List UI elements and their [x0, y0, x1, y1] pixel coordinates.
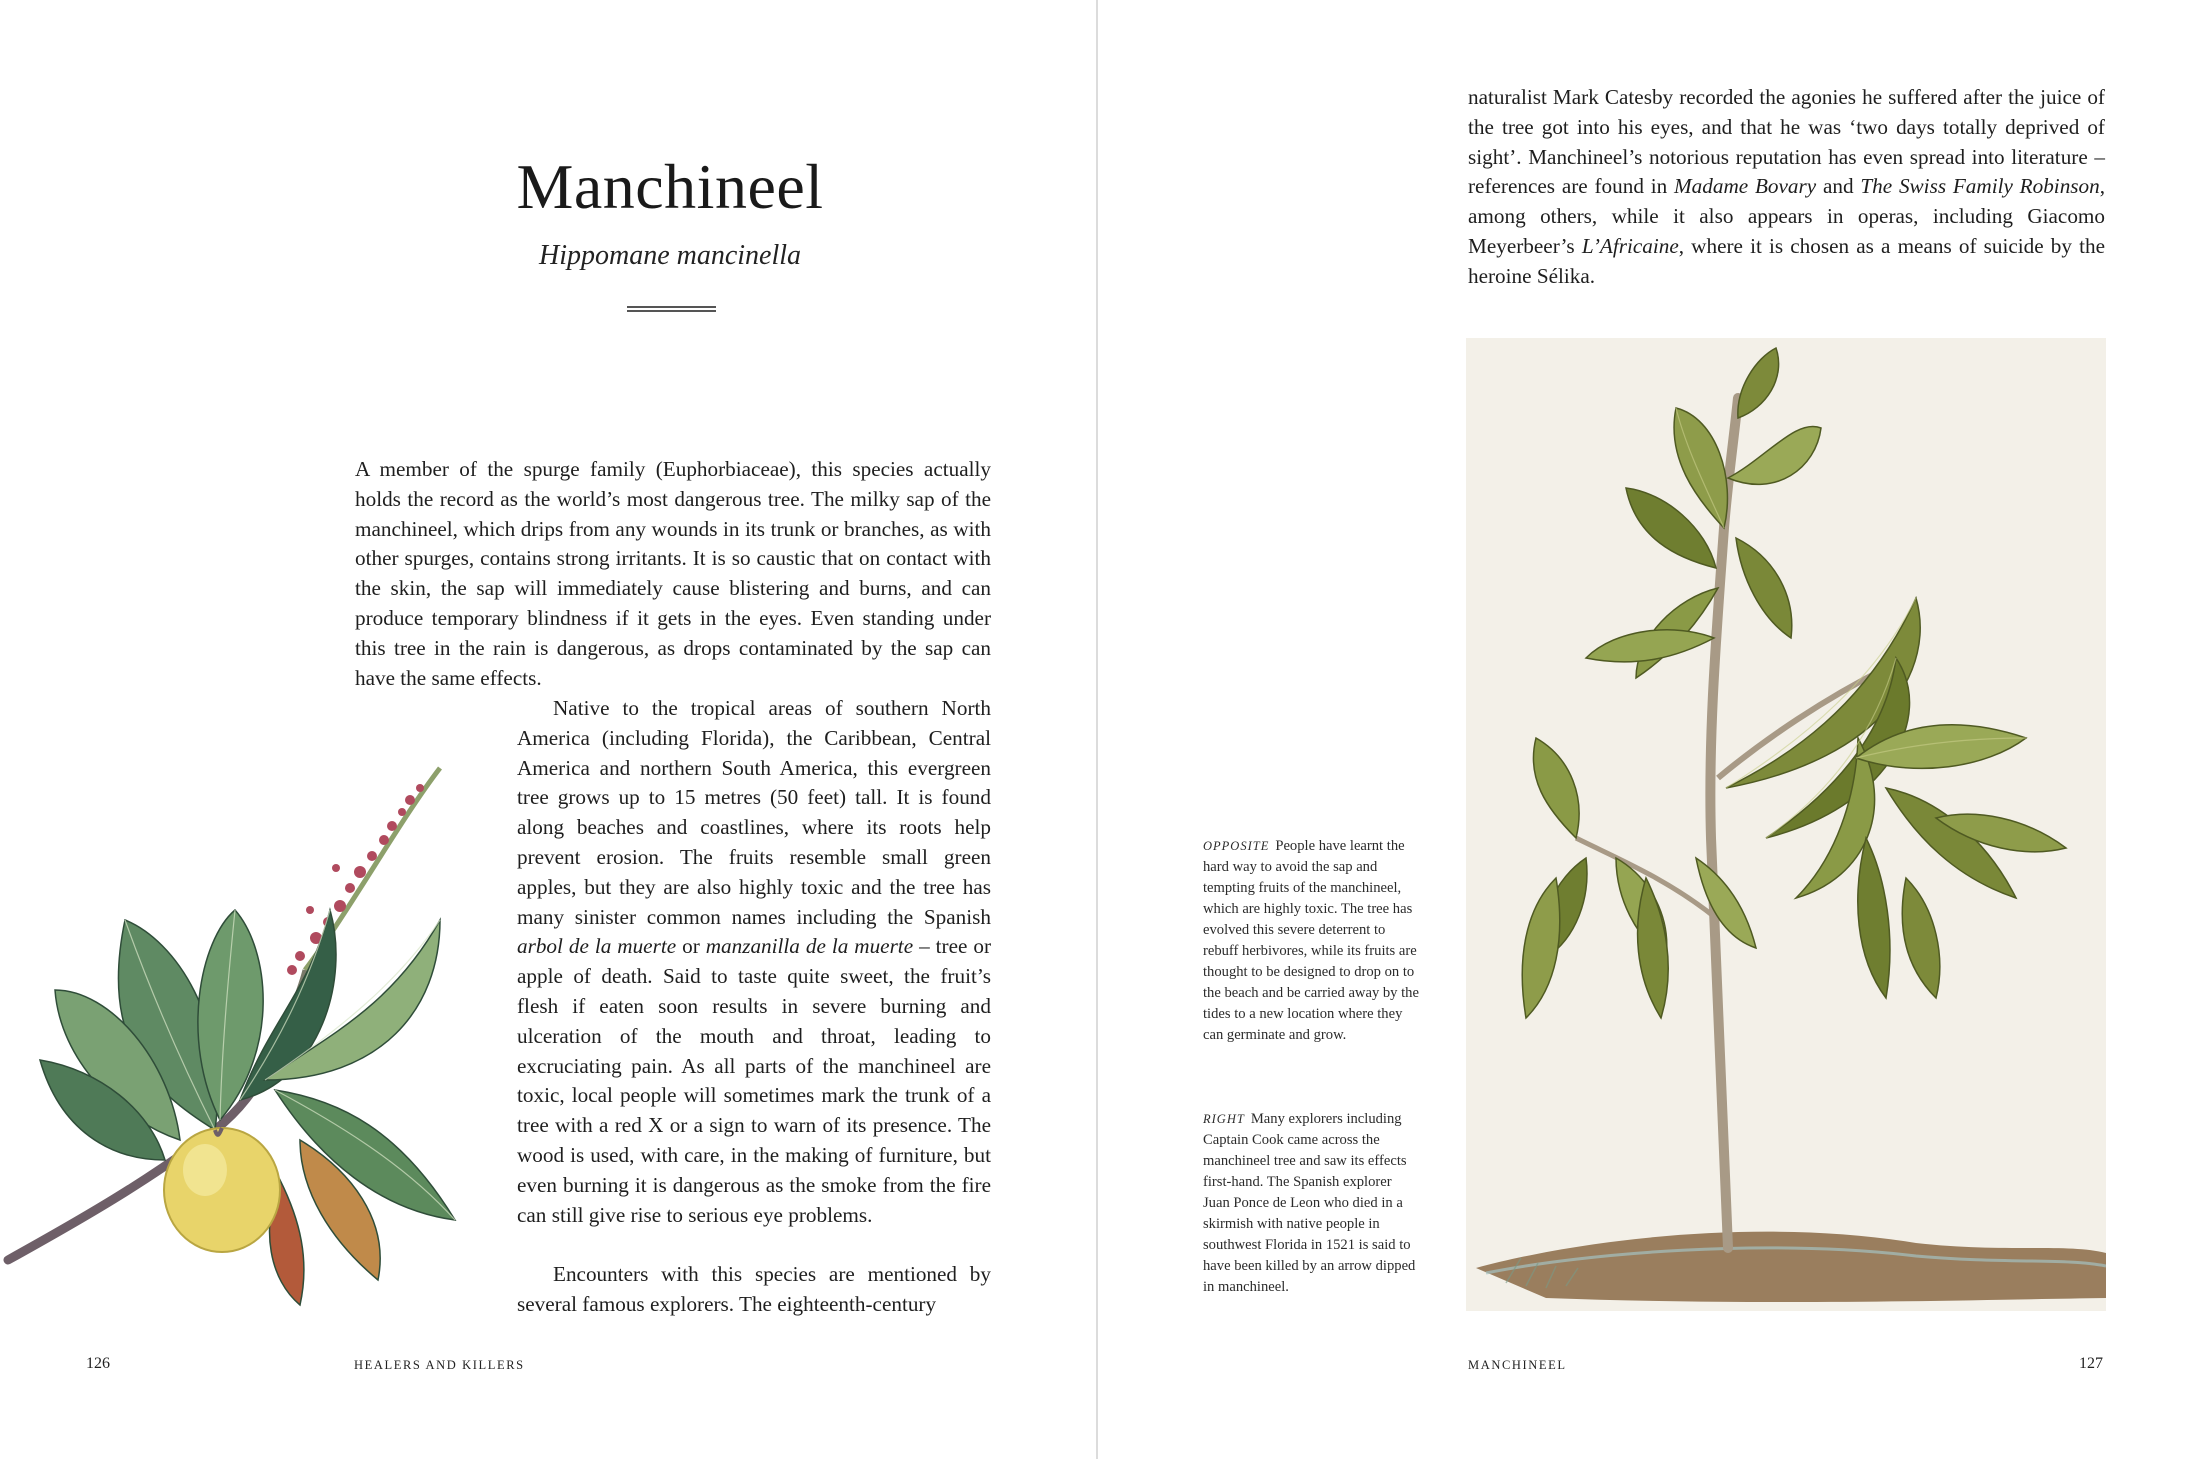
para2-text-after: – tree or apple of death. Said to taste quite sweet, the fruit’s flesh if eaten soon results in severe burning and ulceration of the mouth and throat, leading to excruciating pain. As all parts of the manchineel are toxic, local people will sometimes mark the trunk of a tree with a red X or a sign to warn of its presence. The wood is used, with care, in the making of furniture, but even burning it is dangerous as the smoke from the fire can still give rise to serious eye problems.	[517, 934, 992, 1227]
caption-opposite-label: OPPOSITE	[1203, 839, 1270, 853]
folio-left: 126	[86, 1355, 110, 1372]
title-rule-bottom	[627, 310, 716, 312]
book-title-swiss-family: The Swiss Family Robinson	[1860, 174, 2100, 199]
right-text-part-1: naturalist Mark Catesby recorded the agonies he suffered after the juice of the tree got into his eyes, and that he was ‘two days totally deprived of sight’. Manchineel’s notorious reputation has even spread into literature – references are found in	[1468, 85, 2105, 199]
caption-right	[1203, 1109, 1421, 1298]
right-text-and: and	[1822, 174, 1854, 199]
para2-or: or	[682, 934, 700, 959]
scientific-name: Hippomane mancinella	[538, 240, 802, 271]
manchineel-fruit-branch-illustration	[0, 760, 460, 1320]
body-paragraph-1: A member of the spurge family (Euphorbiaceae), this species actually holds the record as the world’s most dangerous tree. The milky sap of the manchineel, which drips from any wounds in its trunk or branches, as with other spurges, contains strong irritants. It is so caustic that on contact with the skin, the sap will immediately cause blistering and burns, and can produce temporary blindness if it gets in the eyes. Even standing under this tree in the rain is dangerous, as drops contaminated by the sap can have the same effects.	[355, 457, 991, 690]
caption-opposite	[1203, 836, 1421, 1046]
running-head-right: MANCHINEEL	[1468, 1358, 1567, 1372]
running-head-left: HEALERS AND KILLERS	[354, 1358, 525, 1372]
right-text-part-3: , where it is chosen as a means of suicide by the heroine Sélika.	[1468, 233, 2106, 288]
folio-right: 127	[2079, 1355, 2103, 1372]
title-rule-top	[627, 306, 716, 308]
caption-right-label: RIGHT	[1203, 1112, 1245, 1126]
manchineel-sapling-illustration	[1466, 338, 2106, 1311]
para2-text-before: Native to the tropical areas of southern North America (including Florida), the Caribbean, Central America and northern South America, this evergreen tree grows up to 15 metres (50 feet) tall. It is found along beaches and coastlines, where its roots help prevent erosion. The fruits resemble small green apples, but they are also highly toxic and the tree has many sinister common names including the Spanish	[517, 696, 991, 929]
body-paragraph-right	[1468, 83, 2105, 292]
para2-term-2: manzanilla de la muerte	[705, 934, 914, 959]
caption-opposite-text: People have learnt the hard way to avoid the sap and tempting fruits of the manchineel, which are highly toxic. The tree has evolved this severe deterrent to rebuff herbivores, while its fruits are thought to be designed to drop on to the beach and be carried away by the tides to a new location where they can germinate and grow.	[1203, 838, 1419, 1043]
para2-term-1: arbol de la muerte	[517, 934, 677, 959]
right-text-part-2: , among others, while it also appears in operas, including Giacomo Meyerbeer’s	[1468, 174, 2106, 258]
spine-gutter	[1096, 0, 1098, 1459]
body-paragraph-2	[517, 694, 991, 1230]
caption-right-text: Many explorers including Captain Cook came across the manchineel tree and saw its effects first-hand. The Spanish explorer Juan Ponce de Leon who died in a skirmish with native people in southwest Florida in 1521 is said to have been killed by an arrow dipped in manchineel.	[1203, 1111, 1416, 1295]
page-title: Manchineel	[516, 151, 824, 222]
book-title-madame-bovary: Madame Bovary	[1674, 174, 1817, 199]
opera-title: L’Africaine	[1581, 233, 1679, 258]
body-paragraph-3: Encounters with this species are mentioned by several famous explorers. The eighteenth-century	[517, 1262, 991, 1316]
